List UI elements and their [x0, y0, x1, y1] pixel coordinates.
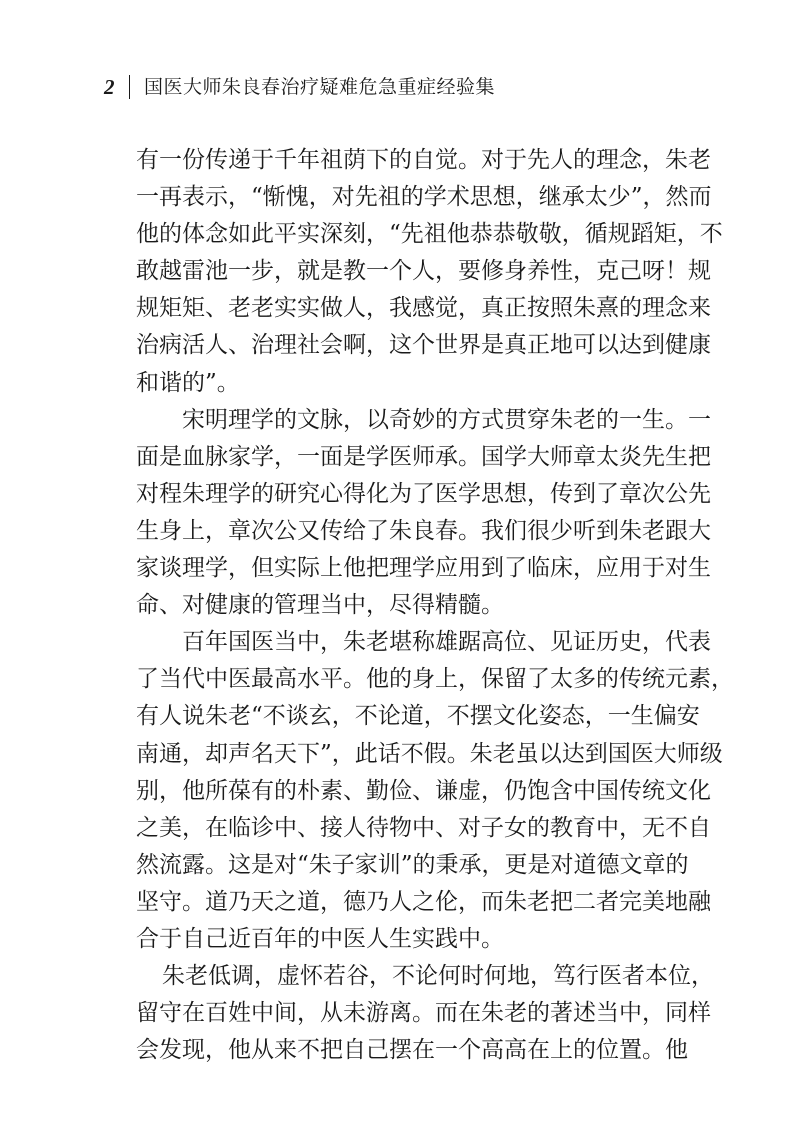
header-divider	[129, 75, 131, 99]
text-line: 别，他所葆有的朴素、勤俭、谦虚，仍饱含中国传统文化	[136, 777, 711, 804]
text-line: 有人说朱老“不谈玄，不论道，不摆文化姿态，一生偏安	[136, 703, 700, 730]
text-line: 南通，却声名天下”，此话不假。朱老虽以达到国医大师级	[136, 740, 723, 767]
text-line: 一再表示，“惭愧，对先祖的学术思想，继承太少”，然而	[136, 184, 712, 211]
text-line: 百年国医当中，朱老堪称雄踞高位、见证历史，代表	[182, 629, 711, 656]
text-line: 了当代中医最高水平。他的身上，保留了太多的传统元素，	[136, 666, 734, 693]
text-line: 命、对健康的管理当中，尽得精髓。	[136, 592, 504, 619]
text-line: 宋明理学的文脉，以奇妙的方式贯穿朱老的一生。一	[182, 406, 711, 433]
text-line: 坚守。道乃天之道，德乃人之伦，而朱老把二者完美地融	[136, 888, 711, 915]
text-line: 敢越雷池一步，就是教一个人，要修身养性，克己呀！规	[136, 258, 711, 285]
text-line: 治病活人、治理社会啊，这个世界是真正地可以达到健康	[136, 332, 711, 359]
text-line: 和谐的”。	[136, 369, 240, 396]
text-line: 对程朱理学的研究心得化为了医学思想，传到了章次公先	[136, 480, 711, 507]
text-line: 规矩矩、老老实实做人，我感觉，真正按照朱熹的理念来	[136, 295, 711, 322]
text-line: 生身上，章次公又传给了朱良春。我们很少听到朱老跟大	[136, 517, 711, 544]
text-line: 家谈理学，但实际上他把理学应用到了临床，应用于对生	[136, 555, 711, 582]
page-number: 2	[104, 75, 115, 99]
text-line: 会发现，他从来不把自己摆在一个高高在上的位置。他	[136, 1037, 688, 1064]
text-line: 有一份传递于千年祖荫下的自觉。对于先人的理念，朱老	[136, 147, 711, 173]
running-title: 国医大师朱良春治疗疑难危急重症经验集	[144, 76, 496, 98]
text-line: 他的体念如此平实深刻，“先祖他恭恭敬敬，循规蹈矩，不	[136, 221, 723, 248]
text-line: 然流露。这是对“朱子家训”的秉承，更是对道德文章的	[136, 851, 689, 878]
text-line: 之美，在临诊中、接人待物中、对子女的教育中，无不自	[136, 814, 711, 841]
page-header	[104, 74, 495, 100]
text-line: 合于自己近百年的中医人生实践中。	[136, 925, 504, 952]
text-line: 留守在百姓中间，从未游离。而在朱老的著述当中，同样	[136, 1000, 711, 1027]
body-text	[136, 142, 734, 1069]
text-line: 朱老低调，虚怀若谷，不论何时何地，笃行医者本位，	[162, 963, 714, 990]
text-line: 面是血脉家学，一面是学医师承。国学大师章太炎先生把	[136, 443, 711, 470]
